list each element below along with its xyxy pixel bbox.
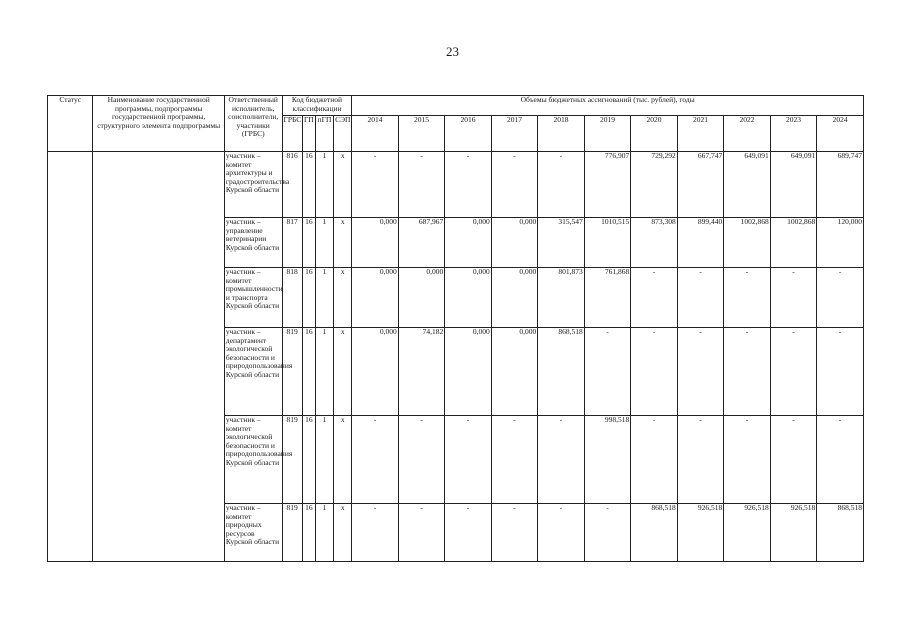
- value-cell: -: [817, 268, 864, 328]
- header-code-0: ГРБС: [282, 116, 302, 152]
- value-cell: 0,000: [352, 328, 399, 416]
- code-cell: х: [334, 152, 352, 218]
- value-cell: 649,091: [724, 152, 771, 218]
- value-cell: -: [538, 416, 585, 504]
- code-cell: 819: [282, 328, 302, 416]
- header-year-2017: 2017: [491, 116, 538, 152]
- value-cell: 1002,868: [724, 218, 771, 268]
- code-cell: 819: [282, 504, 302, 562]
- value-cell: 868,518: [631, 504, 678, 562]
- value-cell: 689,747: [817, 152, 864, 218]
- value-cell: 0,000: [491, 328, 538, 416]
- value-cell: 899,440: [677, 218, 724, 268]
- value-cell: 0,000: [398, 268, 445, 328]
- value-cell: -: [398, 504, 445, 562]
- header-year-2023: 2023: [770, 116, 817, 152]
- value-cell: 687,967: [398, 218, 445, 268]
- executor-cell: участник – комитет промышленности и транспорта Курской области: [224, 268, 282, 328]
- value-cell: 0,000: [352, 218, 399, 268]
- value-cell: 315,547: [538, 218, 585, 268]
- code-cell: х: [334, 218, 352, 268]
- value-cell: 0,000: [445, 218, 492, 268]
- code-cell: 816: [282, 152, 302, 218]
- value-cell: -: [352, 504, 399, 562]
- header-code-3: СЭП: [334, 116, 352, 152]
- value-cell: 1002,868: [770, 218, 817, 268]
- code-cell: 16: [302, 416, 315, 504]
- code-cell: 16: [302, 504, 315, 562]
- code-cell: х: [334, 504, 352, 562]
- header-year-2019: 2019: [584, 116, 631, 152]
- header-code-2: пГП: [315, 116, 333, 152]
- header-year-2021: 2021: [677, 116, 724, 152]
- value-cell: -: [770, 328, 817, 416]
- code-cell: 1: [315, 416, 333, 504]
- value-cell: -: [398, 416, 445, 504]
- code-cell: 1: [315, 152, 333, 218]
- executor-cell: участник – комитет природных ресурсов Курской области: [224, 504, 282, 562]
- code-cell: 16: [302, 152, 315, 218]
- code-cell: 818: [282, 268, 302, 328]
- value-cell: -: [631, 328, 678, 416]
- value-cell: 868,518: [538, 328, 585, 416]
- value-cell: 0,000: [352, 268, 399, 328]
- value-cell: -: [491, 152, 538, 218]
- value-cell: -: [491, 416, 538, 504]
- value-cell: 761,868: [584, 268, 631, 328]
- value-cell: -: [584, 504, 631, 562]
- value-cell: -: [445, 416, 492, 504]
- value-cell: -: [491, 504, 538, 562]
- code-cell: 16: [302, 218, 315, 268]
- executor-cell: участник – комитет архитектуры и градостроительства Курской области: [224, 152, 282, 218]
- value-cell: -: [538, 152, 585, 218]
- code-cell: 1: [315, 218, 333, 268]
- value-cell: 0,000: [491, 268, 538, 328]
- value-cell: -: [631, 416, 678, 504]
- code-cell: 1: [315, 268, 333, 328]
- value-cell: -: [538, 504, 585, 562]
- value-cell: -: [677, 268, 724, 328]
- header-year-2014: 2014: [352, 116, 399, 152]
- header-year-2024: 2024: [817, 116, 864, 152]
- code-cell: 1: [315, 504, 333, 562]
- header-year-2015: 2015: [398, 116, 445, 152]
- value-cell: 776,907: [584, 152, 631, 218]
- value-cell: -: [677, 328, 724, 416]
- value-cell: 926,518: [677, 504, 724, 562]
- code-cell: 1: [315, 328, 333, 416]
- code-cell: 819: [282, 416, 302, 504]
- value-cell: -: [445, 152, 492, 218]
- value-cell: 998,518: [584, 416, 631, 504]
- header-year-2020: 2020: [631, 116, 678, 152]
- header-year-2016: 2016: [445, 116, 492, 152]
- header-budget-volumes: Объемы бюджетных ассигнований (тыс. рублей), годы: [352, 96, 864, 116]
- budget-allocation-table: [47, 95, 864, 562]
- program-name-cell: [93, 152, 224, 562]
- value-cell: -: [352, 152, 399, 218]
- code-cell: х: [334, 268, 352, 328]
- value-cell: 1010,515: [584, 218, 631, 268]
- value-cell: -: [445, 504, 492, 562]
- value-cell: -: [677, 416, 724, 504]
- executor-cell: участник – департамент экологической безопасности и природопользования Курской области: [224, 328, 282, 416]
- value-cell: 120,000: [817, 218, 864, 268]
- value-cell: 873,308: [631, 218, 678, 268]
- header-code-1: ГП: [302, 116, 315, 152]
- header-status: Статус: [48, 96, 93, 152]
- value-cell: 0,000: [491, 218, 538, 268]
- value-cell: 868,518: [817, 504, 864, 562]
- page-number: 23: [446, 44, 459, 59]
- value-cell: -: [631, 268, 678, 328]
- value-cell: -: [724, 416, 771, 504]
- code-cell: х: [334, 328, 352, 416]
- executor-cell: участник – управление ветеринарии Курской области: [224, 218, 282, 268]
- value-cell: 74,182: [398, 328, 445, 416]
- code-cell: 16: [302, 328, 315, 416]
- code-cell: х: [334, 416, 352, 504]
- value-cell: 0,000: [445, 268, 492, 328]
- value-cell: -: [584, 328, 631, 416]
- value-cell: -: [724, 268, 771, 328]
- value-cell: -: [352, 416, 399, 504]
- value-cell: 0,000: [445, 328, 492, 416]
- executor-cell: участник – комитет экологической безопасности и природопользования Курской области: [224, 416, 282, 504]
- value-cell: -: [817, 416, 864, 504]
- value-cell: -: [817, 328, 864, 416]
- code-cell: 16: [302, 268, 315, 328]
- value-cell: -: [770, 416, 817, 504]
- code-cell: 817: [282, 218, 302, 268]
- table-row: [48, 152, 864, 218]
- header-program-name: Наименование государственной программы, подпрограммы государственной программы, структурного элемента подпрограммы: [93, 96, 224, 152]
- status-cell: [48, 152, 93, 562]
- value-cell: -: [398, 152, 445, 218]
- header-year-2018: 2018: [538, 116, 585, 152]
- header-year-2022: 2022: [724, 116, 771, 152]
- header-budget-code: Код бюджетной классификации: [282, 96, 352, 116]
- value-cell: 801,873: [538, 268, 585, 328]
- value-cell: 729,292: [631, 152, 678, 218]
- value-cell: -: [770, 268, 817, 328]
- value-cell: 926,518: [770, 504, 817, 562]
- value-cell: 667,747: [677, 152, 724, 218]
- value-cell: 649,091: [770, 152, 817, 218]
- table-body: [48, 152, 864, 562]
- value-cell: -: [724, 328, 771, 416]
- value-cell: 926,518: [724, 504, 771, 562]
- header-executor: Ответственный исполнитель, соисполнители, участники (ГРБС): [224, 96, 282, 152]
